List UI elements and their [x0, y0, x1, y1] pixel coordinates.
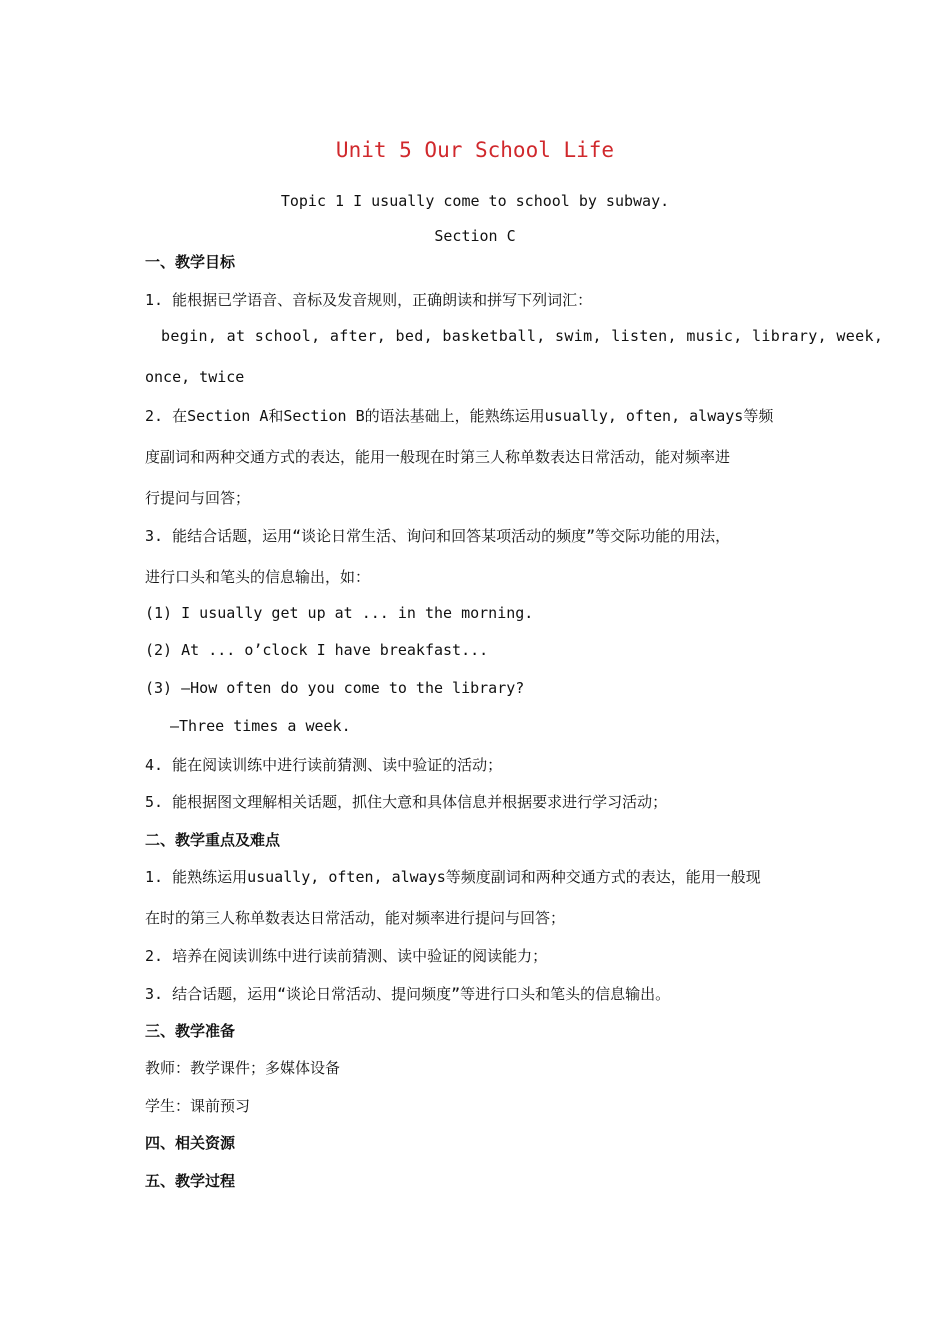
- student-preparation: 学生：课前预习: [145, 1097, 251, 1115]
- key-point-1-line-2: 在时的第三人称单数表达日常活动，能对频率进行提问与回答；: [145, 909, 566, 927]
- objective-3-line-1: 3. 能结合话题，运用“谈论日常生活、询问和回答某项活动的频度”等交际功能的用法，: [145, 527, 731, 545]
- objective-3-line-2: 进行口头和笔头的信息输出，如：: [145, 568, 371, 586]
- heading-key-points: 二、教学重点及难点: [145, 831, 281, 849]
- heading-teaching-objectives: 一、教学目标: [145, 253, 236, 271]
- unit-title: Unit 5 Our School Life: [335, 138, 615, 162]
- heading-resources: 四、相关资源: [145, 1134, 236, 1152]
- example-2: (2) At ... o’clock I have breakfast...: [145, 641, 489, 659]
- objective-4: 4. 能在阅读训练中进行读前猜测、读中验证的活动；: [145, 756, 503, 774]
- heading-preparation: 三、教学准备: [145, 1022, 236, 1040]
- objective-1: 1. 能根据已学语音、音标及发音规则，正确朗读和拼写下列词汇：: [145, 291, 593, 309]
- key-point-1-line-1: 1. 能熟练运用usually, often, always等频度副词和两种交通方式的表达，能用一般现: [145, 868, 761, 886]
- example-3-answer: —Three times a week.: [170, 717, 351, 735]
- objective-5: 5. 能根据图文理解相关话题，抓住大意和具体信息并根据要求进行学习活动；: [145, 793, 668, 811]
- example-1: (1) I usually get up at ... in the morning.: [145, 604, 534, 622]
- key-point-3: 3. 结合话题，运用“谈论日常活动、提问频度”等进行口头和笔头的信息输出。: [145, 985, 671, 1003]
- example-3: (3) —How often do you come to the library?: [145, 679, 525, 697]
- heading-teaching-process: 五、教学过程: [145, 1172, 236, 1190]
- section-subtitle: Section C: [434, 227, 516, 245]
- objective-2-line-1: 2. 在Section A和Section B的语法基础上，能熟练运用usually, often, always等频: [145, 407, 774, 425]
- topic-subtitle: Topic 1 I usually come to school by subway.: [280, 192, 670, 210]
- key-point-2: 2. 培养在阅读训练中进行读前猜测、读中验证的阅读能力；: [145, 947, 548, 965]
- teacher-preparation: 教师：教学课件；多媒体设备: [145, 1059, 341, 1077]
- vocabulary-line-1: begin, at school, after, bed, basketball, swim, listen, music, library, week,: [161, 327, 884, 345]
- objective-2-line-3: 行提问与回答；: [145, 489, 251, 507]
- vocabulary-line-2: once, twice: [145, 368, 245, 386]
- objective-2-line-2: 度副词和两种交通方式的表达，能用一般现在时第三人称单数表达日常活动，能对频率进: [145, 448, 731, 466]
